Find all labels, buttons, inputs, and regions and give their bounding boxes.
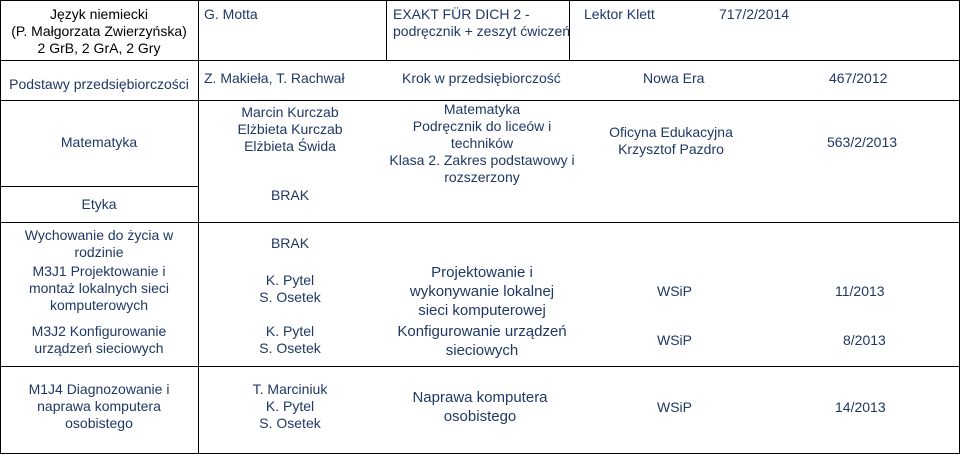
title-line: wykonywanie lokalnej	[409, 283, 555, 300]
number-cell: 467/2012	[829, 70, 888, 86]
title-line: sieciowych	[445, 342, 519, 359]
title-line: Konfigurowanie urządzeń	[397, 323, 567, 340]
publisher-cell: WSiP	[657, 283, 692, 299]
subject-line: urządzeń sieciowych	[34, 340, 164, 356]
subject-line: osobistego	[65, 415, 133, 431]
subject-line: komputerowych	[49, 297, 149, 313]
publisher-cell: WSiP	[657, 332, 692, 348]
row-line	[0, 222, 960, 223]
subject-line: 2 GrB, 2 GrA, 2 Gry	[37, 40, 161, 56]
col-line	[386, 0, 387, 60]
number-cell: 563/2/2013	[826, 134, 898, 150]
row-line	[0, 0, 960, 1]
author-cell	[259, 323, 320, 357]
author-cell	[237, 104, 342, 155]
author-line: T. Marciniuk	[252, 381, 328, 397]
author-line: Elżbieta Świda	[244, 138, 336, 154]
author-line: K. Pytel	[265, 398, 315, 414]
subject-line: montaż lokalnych sieci	[28, 280, 170, 296]
title-line: Projektowanie i	[431, 264, 533, 281]
title-cell	[393, 6, 570, 40]
author-line: Marcin Kurczab	[241, 104, 339, 120]
author-cell: G. Motta	[204, 6, 258, 22]
subject-cell	[11, 6, 187, 57]
title-line: Naprawa komputera	[412, 389, 548, 406]
author-cell	[253, 381, 328, 432]
publisher-cell: WSiP	[657, 399, 692, 415]
col-line	[0, 0, 1, 454]
subject-cell: Podstawy przedsiębiorczości	[9, 76, 189, 92]
subject-cell: Etyka	[81, 196, 117, 212]
number-cell: 8/2013	[843, 332, 886, 348]
title-line: EXAKT FÜR DICH 2 -	[393, 6, 530, 22]
subject-cell	[29, 263, 169, 314]
publisher-cell: Lektor Klett	[584, 6, 655, 22]
title-cell	[412, 388, 547, 426]
number-cell: 717/2/2014	[719, 6, 790, 22]
author-cell	[259, 272, 320, 306]
title-line: Podręcznik do liceów i	[412, 118, 552, 134]
number-cell: 11/2013	[835, 283, 885, 299]
author-cell: Z. Makieła, T. Rachwał	[204, 70, 345, 86]
title-line: techników	[450, 135, 514, 151]
title-cell	[397, 322, 566, 360]
author-line: K. Pytel	[265, 272, 315, 288]
title-cell	[410, 263, 554, 320]
subject-cell	[29, 381, 170, 432]
row-line	[0, 186, 198, 187]
subject-cell	[25, 227, 174, 261]
subject-line: (P. Małgorzata Zwierzyńska)	[11, 23, 187, 39]
author-cell: BRAK	[270, 187, 310, 203]
subject-line: M3J1 Projektowanie i	[32, 263, 166, 279]
publisher-line: Krzysztof Pazdro	[618, 141, 724, 157]
subject-cell	[32, 323, 167, 357]
author-line: S. Osetek	[259, 289, 321, 305]
subject-line: Wychowanie do życia w	[24, 227, 174, 243]
subject-line: M1J4 Diagnozowanie i	[28, 381, 170, 397]
author-line: S. Osetek	[259, 340, 321, 356]
author-line: Elżbieta Kurczab	[237, 121, 343, 137]
title-line: Klasa 2. Zakres podstawowy i	[389, 152, 575, 168]
publisher-cell	[609, 124, 733, 158]
title-line: sieci komputerowej	[418, 302, 546, 319]
author-cell: BRAK	[270, 235, 310, 251]
number-cell: 14/2013	[835, 399, 886, 415]
row-line	[0, 366, 960, 367]
subject-line: Język niemiecki	[49, 6, 149, 22]
subject-cell: Matematyka	[60, 134, 138, 150]
subject-line: M3J2 Konfigurowanie	[31, 323, 167, 339]
subject-line: naprawa komputera	[37, 398, 161, 414]
publisher-line: Oficyna Edukacyjna	[609, 124, 733, 140]
row-line	[0, 60, 960, 61]
title-cell: Krok w przedsiębiorczość	[402, 70, 561, 86]
title-cell	[389, 101, 574, 186]
author-line: S. Osetek	[259, 415, 321, 431]
col-line	[198, 0, 199, 454]
title-line: podręcznik + zeszyt ćwiczeń	[393, 23, 571, 39]
subject-line: rodzinie	[74, 244, 124, 260]
title-line: rozszerzony	[444, 169, 520, 185]
author-line: K. Pytel	[265, 323, 315, 339]
title-line: Matematyka	[443, 101, 521, 117]
publisher-cell: Nowa Era	[643, 70, 705, 86]
title-line: osobistego	[443, 408, 517, 425]
